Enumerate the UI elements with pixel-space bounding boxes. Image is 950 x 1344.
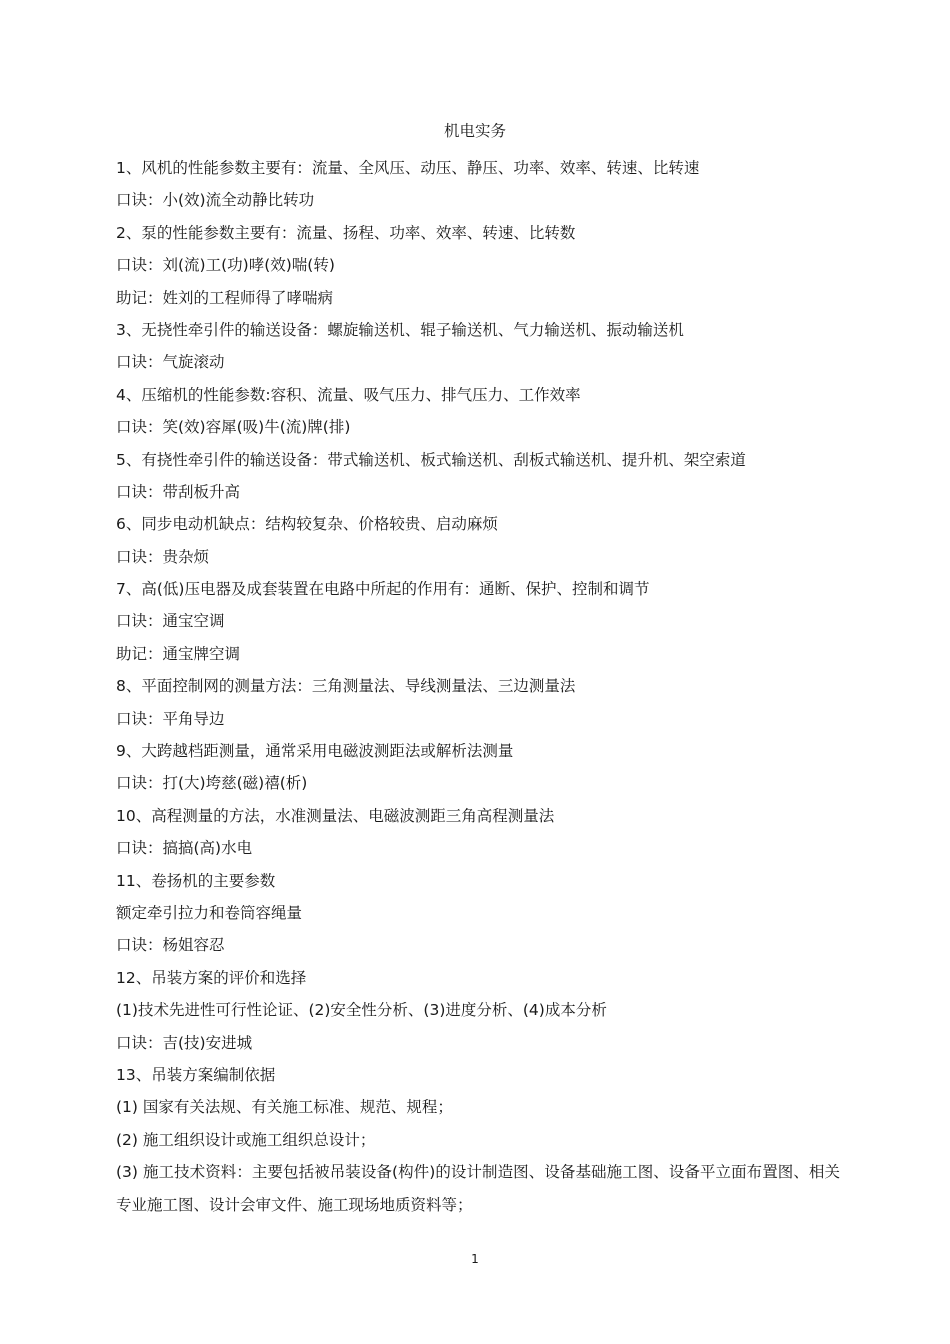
text-line: 5、有挠性牵引件的输送设备：带式输送机、板式输送机、刮板式输送机、提升机、架空索道 (116, 450, 746, 469)
text-line: 口诀：平角导边 (116, 709, 225, 728)
text-line: 8、平面控制网的测量方法：三角测量法、导线测量法、三边测量法 (116, 677, 576, 696)
text-line: 12、吊装方案的评价和选择 (116, 968, 307, 987)
text-line: 口诀：吉(技)安进城 (116, 1033, 253, 1052)
text-line: 9、大跨越档距测量，通常采用电磁波测距法或解析法测量 (116, 742, 514, 761)
text-line: (1) 国家有关法规、有关施工标准、规范、规程； (116, 1098, 453, 1117)
text-line: 10、高程测量的方法，水准测量法、电磁波测距三角高程测量法 (116, 806, 555, 825)
text-line: 2、泵的性能参数主要有：流量、扬程、功率、效率、转速、比转数 (116, 223, 576, 242)
text-line: 口诀：气旋滚动 (116, 353, 225, 372)
page-number: 1 (471, 1252, 479, 1266)
text-line: 口诀：杨姐容忍 (116, 936, 225, 955)
text-line: (1)技术先进性可行性论证、(2)安全性分析、(3)进度分析、(4)成本分析 (116, 1001, 607, 1020)
text-line: 口诀：刘(流)工(功)哮(效)喘(转) (116, 256, 335, 275)
text-line: 口诀：打(大)垮慈(磁)禧(析) (116, 774, 308, 793)
text-line: 6、同步电动机缺点：结构较复杂、价格较贵、启动麻烦 (116, 515, 498, 534)
text-line: 口诀：搞搞(高)水电 (116, 839, 253, 858)
text-line: 口诀：通宝空调 (116, 612, 225, 631)
text-line: 4、压缩机的性能参数:容积、流量、吸气压力、排气压力、工作效率 (116, 385, 581, 404)
page-title: 机电实务 (443, 122, 506, 140)
text-line: 口诀：小(效)流全动静比转功 (116, 191, 315, 210)
text-line: 1、风机的性能参数主要有：流量、全风压、动压、静压、功率、效率、转速、比转速 (116, 159, 700, 177)
document-body (116, 152, 840, 1221)
text-line: 口诀：贵杂烦 (116, 547, 210, 566)
text-line: 13、吊装方案编制依据 (116, 1065, 276, 1084)
text-line: 11、卷扬机的主要参数 (116, 871, 276, 890)
text-line: 7、高(低)压电器及成套装置在电路中所起的作用有：通断、保护、控制和调节 (116, 580, 650, 599)
text-line: 口诀：带刮板升高 (116, 482, 241, 501)
text-line: 额定牵引拉力和卷筒容绳量 (116, 903, 303, 922)
text-line: 助记：姓刘的工程师得了哮喘病 (116, 288, 334, 307)
text-line: 3、无挠性牵引件的输送设备：螺旋输送机、辊子输送机、气力输送机、振动输送机 (116, 320, 684, 339)
text-line: (2) 施工组织设计或施工组织总设计； (116, 1130, 376, 1149)
text-line: 助记：通宝牌空调 (116, 644, 241, 663)
text-line: 口诀：笑(效)容犀(吸)牛(流)牌(排) (116, 418, 351, 437)
text-line: (3) 施工技术资料：主要包括被吊装设备(构件)的设计制造图、设备基础施工图、设备平立面布置图、相关专业施工图、设计会审文件、施工现场地质资料等； (116, 1163, 840, 1214)
